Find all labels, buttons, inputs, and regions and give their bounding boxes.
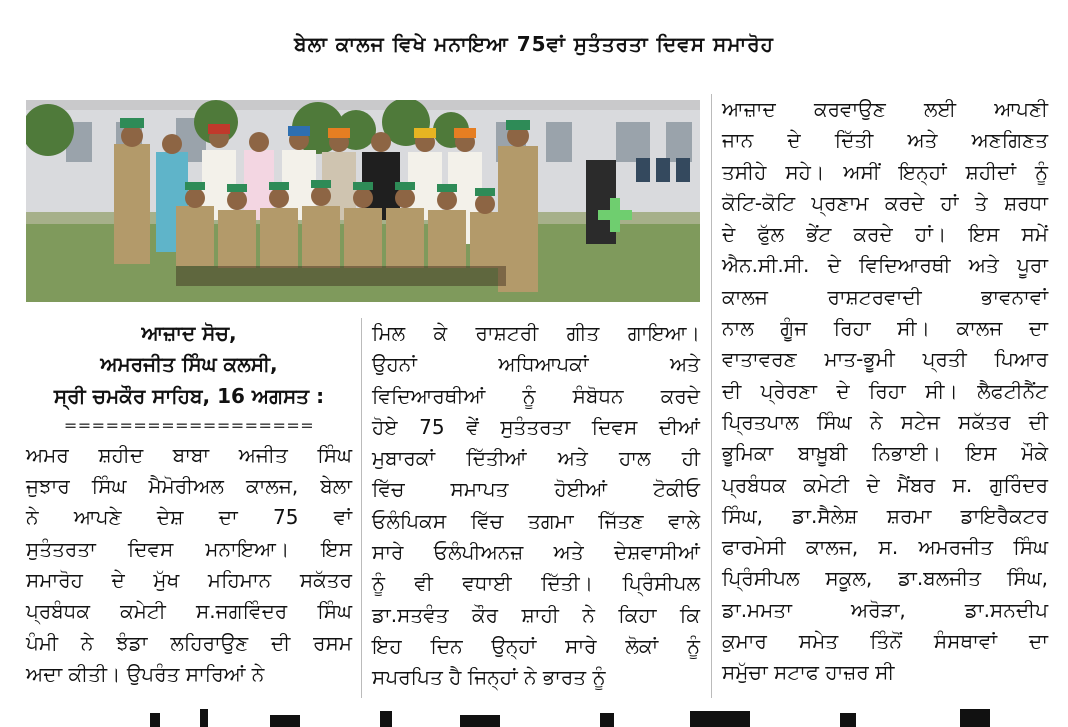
- text-line: ਸਿੰਘ, ਡਾ.ਸੈਲੇਸ਼ ਸ਼ਰਮਾ ਡਾਇਰੈਕਟਰ: [722, 503, 1048, 528]
- chairs: [636, 158, 690, 182]
- text-line: ਵਿਦਿਆਰਥੀਆਂ ਨੂੰ ਸੰਬੋਧਨ ਕਰਦੇ: [372, 383, 700, 408]
- next-headline-cropped: [80, 705, 1040, 727]
- text-line: ਫਾਰਮੇਸੀ ਕਾਲਜ, ਸ. ਅਮਰਜੀਤ ਸਿੰਘ: [722, 535, 1048, 560]
- byline-separator: ==================: [63, 415, 315, 435]
- text-line: ਜਾਨ ਦੇ ਦਿੱਤੀ ਅਤੇ ਅਣਗਿਣਤ: [722, 128, 1048, 153]
- text-line: ਸਮਾਰੋਹ ਦੇ ਮੁੱਖ ਮਹਿਮਾਨ ਸਕੱਤਰ: [26, 568, 352, 593]
- column-divider: [361, 318, 362, 698]
- column-divider: [711, 94, 712, 698]
- text-line: ਡਾ.ਮਮਤਾ ਅਰੋੜਾ, ਡਾ.ਸਨਦੀਪ: [722, 597, 1048, 622]
- text-line: ਪ੍ਰਬੰਧਕ ਕਮੇਟੀ ਸ.ਜਗਵਿੰਦਰ ਸਿੰਘ: [26, 599, 352, 624]
- text-line: ਮੁਬਾਰਕਾਂ ਦਿੱਤੀਆਂ ਅਤੇ ਹਾਲ ਹੀ: [372, 446, 700, 471]
- text-line: ਅਦਾ ਕੀਤੀ। ਉਪਰੰਤ ਸਾਰਿਆਂ ਨੇ: [26, 661, 265, 686]
- text-line: ਐਨ.ਸੀ.ਸੀ. ਦੇ ਵਿਦਿਆਰਥੀ ਅਤੇ ਪੂਰਾ: [722, 253, 1048, 278]
- cropped-text-fragments: [80, 705, 1040, 727]
- text-line: ਸਮੁੱਚਾ ਸਟਾਫ ਹਾਜ਼ਰ ਸੀ: [722, 660, 895, 685]
- byline-source: ਆਜ਼ਾਦ ਸੋਚ,: [141, 321, 237, 345]
- text-line: ਇਹ ਦਿਨ ਉਨ੍ਹਾਂ ਸਾਰੇ ਲੋਕਾਂ ਨੂੰ: [372, 633, 700, 658]
- text-line: ਨੂੰ ਵੀ ਵਧਾਈ ਦਿੱਤੀ। ਪ੍ਰਿੰਸੀਪਲ: [372, 571, 700, 596]
- group-photo: [26, 100, 700, 302]
- article-column-right: [722, 94, 1048, 689]
- text-line: ਹੋਏ 75 ਵੇਂ ਸੁਤੰਤਰਤਾ ਦਿਵਸ ਦੀਆਂ: [372, 414, 700, 439]
- article-column-left: [26, 318, 352, 690]
- text-line: ਓਲੰਪਿਕਸ ਵਿੱਚ ਤਗਮਾ ਜਿੱਤਣ ਵਾਲੇ: [372, 508, 700, 533]
- text-line: ਨੇ ਆਪਣੇ ਦੇਸ਼ ਦਾ 75 ਵਾਂ: [26, 505, 352, 530]
- headline: ਬੇਲਾ ਕਾਲਜ ਵਿਖੇ ਮਨਾਇਆ 75ਵਾਂ ਸੁਤੰਤਰਤਾ ਦਿਵਸ ਸਮਾਰੋਹ: [294, 32, 774, 56]
- text-line: ਪ੍ਰਿਤਪਾਲ ਸਿੰਘ ਨੇ ਸਟੇਜ ਸਕੱਤਰ ਦੀ: [722, 409, 1048, 434]
- text-line: ਕੁਮਾਰ ਸਮੇਤ ਤਿੰਨੋਂ ਸੰਸਥਾਵਾਂ ਦਾ: [722, 629, 1048, 654]
- text-line: ਅਮਰ ਸ਼ਹੀਦ ਬਾਬਾ ਅਜੀਤ ਸਿੰਘ: [26, 442, 352, 467]
- text-line: ਪੰਮੀ ਨੇ ਝੰਡਾ ਲਹਿਰਾਉਣ ਦੀ ਰਸਮ: [26, 630, 352, 655]
- text-line: ਸਪਰਪਿਤ ਹੈ ਜਿਨ੍ਹਾਂ ਨੇ ਭਾਰਤ ਨੂੰ: [372, 665, 606, 690]
- text-line: ਸਾਰੇ ਓਲੰਪੀਅਨਜ਼ ਅਤੇ ਦੇਸ਼ਵਾਸੀਆਂ: [372, 540, 700, 565]
- text-line: ਮਿਲ ਕੇ ਰਾਸ਼ਟਰੀ ਗੀਤ ਗਾਇਆ।: [372, 321, 700, 345]
- text-line: ਦੇ ਫੁੱਲ ਭੇਂਟ ਕਰਦੇ ਹਾਂ। ਇਸ ਸਮੇਂ: [722, 222, 1048, 247]
- article-column-middle: [372, 318, 700, 694]
- byline-dateline: ਸ੍ਰੀ ਚਮਕੌਰ ਸਾਹਿਬ, 16 ਅਗਸਤ :: [53, 383, 325, 408]
- text-line: ਪ੍ਰਿੰਸੀਪਲ ਸਕੂਲ, ਡਾ.ਬਲਜੀਤ ਸਿੰਘ,: [722, 566, 1048, 591]
- text-line: ਉਹਨਾਂ ਅਧਿਆਪਕਾਂ ਅਤੇ: [372, 352, 700, 377]
- byline: [26, 318, 352, 412]
- text-line: ਜੁਝਾਰ ਸਿੰਘ ਮੈਮੋਰੀਅਲ ਕਾਲਜ, ਬੇਲਾ: [26, 474, 352, 499]
- text-line: ਆਜ਼ਾਦ ਕਰਵਾਉਣ ਲਈ ਆਪਣੀ: [722, 97, 1048, 121]
- text-line: ਕਾਲਜ ਰਾਸ਼ਟਰਵਾਦੀ ਭਾਵਨਾਵਾਂ: [722, 284, 1048, 309]
- text-line: ਡਾ.ਸਤਵੰਤ ਕੌਰ ਸ਼ਾਹੀ ਨੇ ਕਿਹਾ ਕਿ: [372, 602, 700, 627]
- byline-reporter: ਅਮਰਜੀਤ ਸਿੰਘ ਕਲਸੀ,: [100, 352, 278, 377]
- group-photo-illustration: [26, 100, 700, 302]
- text-line: ਨਾਲ ਗੂੰਜ ਰਿਹਾ ਸੀ। ਕਾਲਜ ਦਾ: [722, 316, 1048, 341]
- text-line: ਤਸੀਹੇ ਸਹੇ। ਅਸੀਂ ਇਨ੍ਹਾਂ ਸ਼ਹੀਦਾਂ ਨੂੰ: [722, 159, 1048, 184]
- text-line: ਭੂਮਿਕਾ ਬਾਖ਼ੂਬੀ ਨਿਭਾਈ। ਇਸ ਮੌਕੇ: [722, 441, 1048, 466]
- text-line: ਦੀ ਪ੍ਰੇਰਣਾ ਦੇ ਰਿਹਾ ਸੀ। ਲੈਫਟੀਨੈਂਟ: [722, 378, 1048, 403]
- text-line: ਵਿੱਚ ਸਮਾਪਤ ਹੋਈਆਂ ਟੋਕੀਓ: [372, 477, 700, 502]
- text-line: ਪ੍ਰਬੰਧਕ ਕਮੇਟੀ ਦੇ ਮੈਂਬਰ ਸ. ਗੁਰਿੰਦਰ: [722, 472, 1048, 497]
- text-line: ਵਾਤਾਵਰਣ ਮਾਤ-ਭੂਮੀ ਪ੍ਰਤੀ ਪਿਆਰ: [722, 347, 1048, 372]
- text-line: ਕੋਟਿ-ਕੋਟਿ ਪ੍ਰਣਾਮ ਕਰਦੇ ਹਾਂ ਤੇ ਸ਼ਰਧਾ: [722, 190, 1048, 215]
- text-line: ਸੁਤੰਤਰਤਾ ਦਿਵਸ ਮਨਾਇਆ। ਇਸ: [26, 536, 352, 561]
